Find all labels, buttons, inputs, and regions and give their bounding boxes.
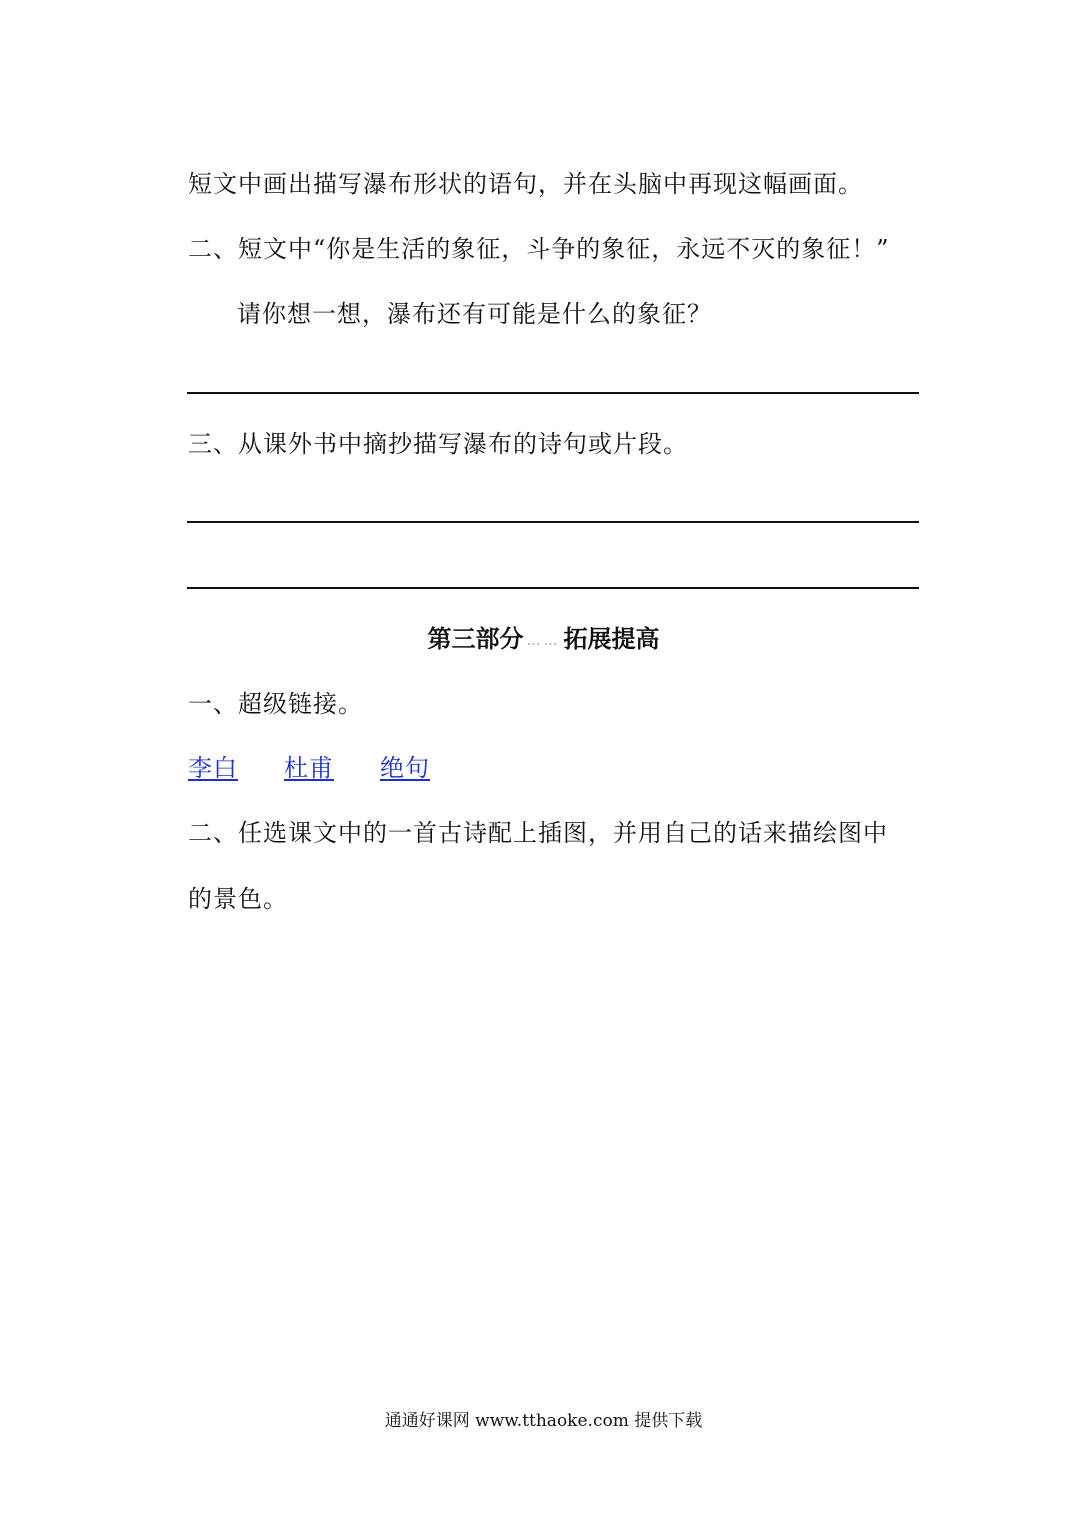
link-du-fu[interactable]: 杜甫	[284, 754, 334, 782]
super-links-row	[188, 752, 476, 784]
section-3-question-1: 一、超级链接。	[188, 690, 363, 718]
link-li-bai[interactable]: 李白	[188, 754, 238, 782]
section-3-question-2-line-1: 二、任选课文中的一首古诗配上插图，并用自己的话来描绘图中	[188, 819, 888, 847]
question-3-line: 三、从课外书中摘抄描写瀑布的诗句或片段。	[188, 430, 688, 458]
link-jue-ju[interactable]: 绝句	[380, 754, 430, 782]
question-2-line-1: 二、短文中“你是生活的象征，斗争的象征，永远不灭的象征！”	[188, 235, 890, 263]
footer-text: 通通好课网 www.tthaoke.com 提供下载	[384, 1411, 703, 1431]
section-3-question-2-line-2: 的景色。	[188, 885, 288, 913]
section-3-title-separator: ……	[526, 632, 561, 649]
section-3-title-part1: 第三部分	[427, 624, 524, 653]
section-3-title-part2: 拓展提高	[563, 624, 660, 653]
section-3-heading	[0, 623, 1087, 657]
question-2-line-2: 请你想一想，瀑布还有可能是什么的象征？	[237, 300, 712, 328]
question-intro-line: 短文中画出描写瀑布形状的语句，并在头脑中再现这幅画面。	[188, 170, 863, 198]
answer-line-2	[187, 521, 919, 523]
answer-line-3	[187, 587, 919, 589]
answer-line-1	[187, 392, 919, 394]
